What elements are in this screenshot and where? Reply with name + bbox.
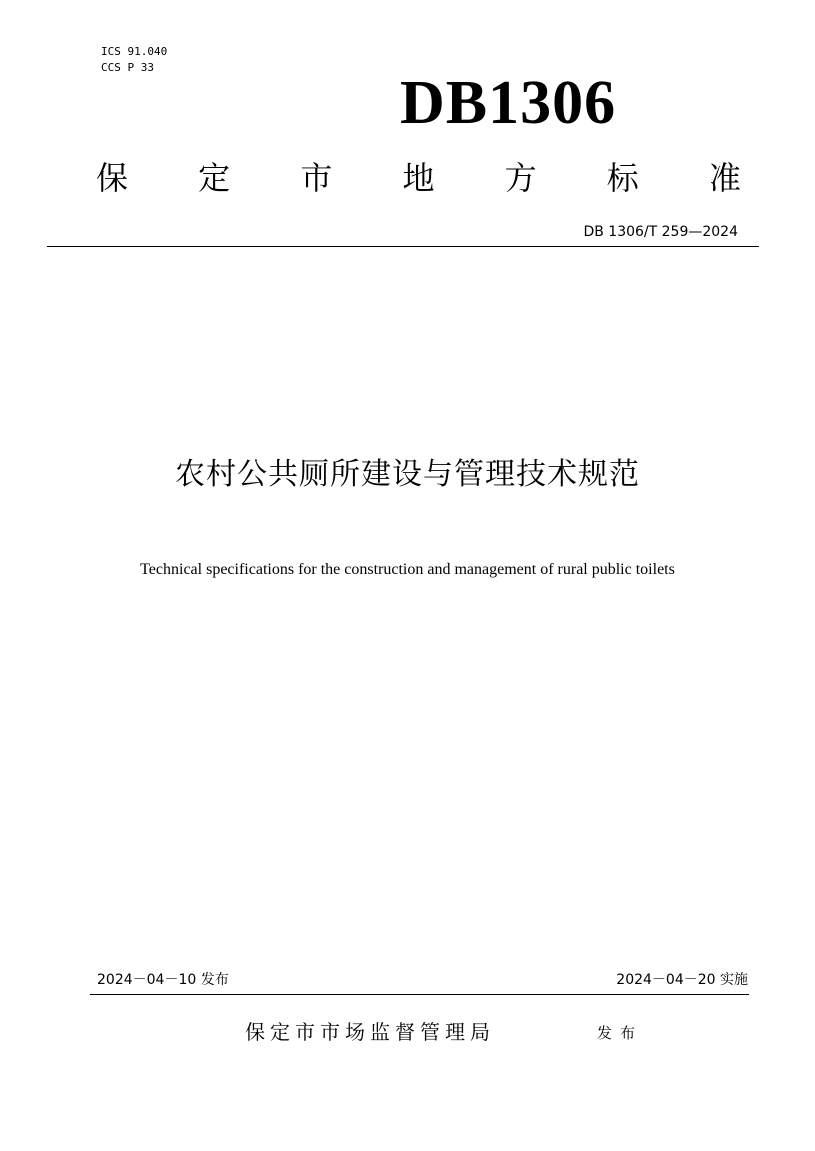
standard-type-char: 市 [300,159,333,197]
issue-date: 2024－04－10 发布 [97,972,229,988]
classification-codes [101,44,167,76]
standard-type-char: 方 [504,159,537,197]
standard-type-char: 保 [96,159,129,197]
ics-code: ICS 91.040 [101,45,168,58]
implementation-date: 2024－04－20 实施 [616,972,748,988]
ccs-code: CCS P 33 [101,61,154,74]
standard-type-char: 准 [708,159,741,197]
standard-type-char: 定 [198,159,231,197]
publisher-name: 保定市市场监督管理局 [245,1020,495,1044]
standard-type-char: 标 [606,159,639,197]
document-title-english: Technical specifications for the construction and management of rural public toilets [140,561,675,578]
header-divider [47,246,759,247]
standard-type [96,156,741,200]
publish-label: 发布 [597,1024,644,1042]
footer-divider [90,994,749,995]
standard-number: DB 1306/T 259—2024 [583,224,738,240]
db-mark: DB1306 [400,69,617,137]
document-title-chinese: 农村公共厕所建设与管理技术规范 [175,457,640,492]
standard-type-char: 地 [402,159,435,197]
